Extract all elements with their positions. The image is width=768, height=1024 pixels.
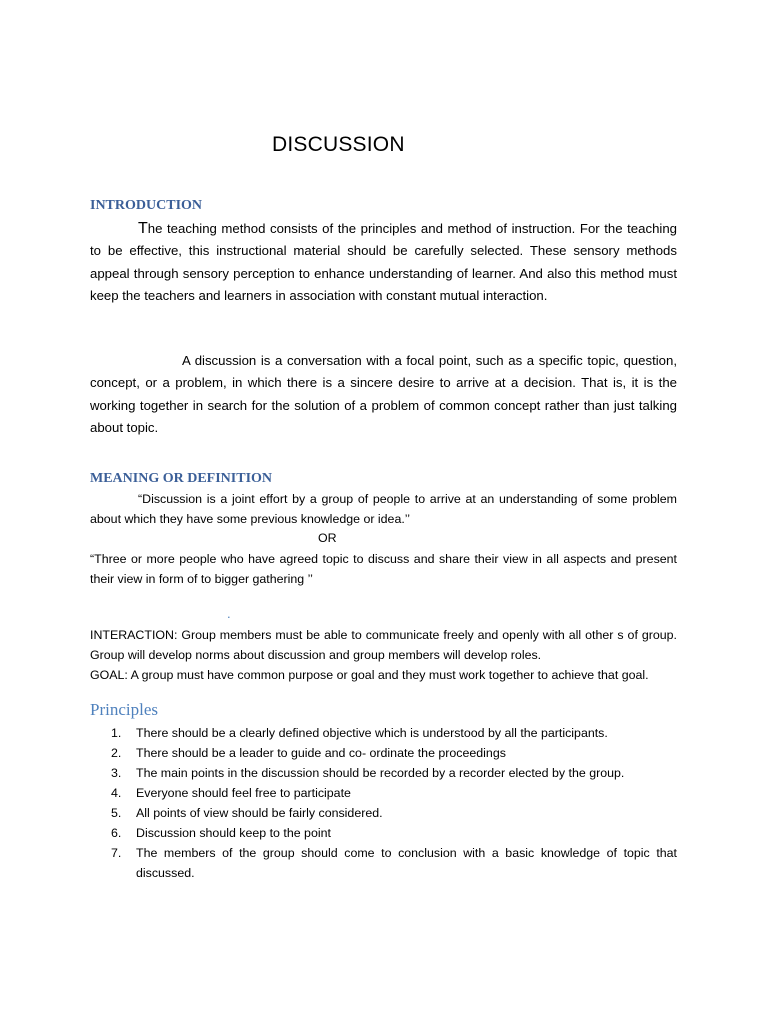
list-item-number: 3. — [111, 766, 122, 780]
list-item-number: 2. — [111, 746, 122, 760]
list-item-number: 6. — [111, 826, 122, 840]
list-item — [90, 723, 677, 743]
definition-2: “Three or more people who have agreed topic to discuss and share their view in all aspects and present their view in form of to bigger gathering ’’ — [90, 552, 677, 587]
dropcap-letter: T — [138, 220, 148, 237]
meaning-heading: MEANING OR DEFINITION — [90, 471, 273, 486]
interaction-paragraph: INTERACTION: Group members must be able to communicate freely and openly with all other s of group. Group will develop norms about discussion and group members will develop roles. — [90, 628, 677, 663]
goal-paragraph: GOAL: A group must have common purpose or goal and they must work together to achieve that goal. — [90, 668, 649, 682]
introduction-paragraph-1-text: he teaching method consists of the principles and method of instruction. For the teaching to be effective, this instructional material should be carefully selected. These sensory methods appeal through sensory perception to enhance understanding of learner. And also this method must keep the teachers and learners in association with constant mutual interaction. — [90, 221, 677, 304]
list-item — [90, 743, 677, 763]
definition-1: “Discussion is a joint effort by a group of people to arrive at an understanding of some problem about which they have some previous knowledge or idea.’’ — [90, 492, 677, 527]
stray-dot: . — [227, 606, 231, 621]
list-item-text: All points of view should be fairly considered. — [136, 806, 383, 820]
introduction-paragraph-2: A discussion is a conversation with a focal point, such as a specific topic, question, concept, or a problem, in which there is a sincere desire to arrive at a decision. That is, it is the working together in search for the solution of a problem of common concept rather than just talking about topic. — [90, 353, 677, 436]
list-item-number: 4. — [111, 786, 122, 800]
principles-heading: Principles — [90, 700, 158, 719]
list-item — [90, 763, 677, 783]
list-item — [90, 823, 677, 843]
list-item-text: There should be a clearly defined objective which is understood by all the participants. — [136, 726, 608, 740]
list-item — [90, 783, 677, 803]
list-item-text: The members of the group should come to conclusion with a basic knowledge of topic that discussed. — [136, 846, 677, 880]
list-item-text: Discussion should keep to the point — [136, 826, 331, 840]
list-item-number: 7. — [111, 846, 122, 860]
list-item-text: The main points in the discussion should be recorded by a recorder elected by the group. — [136, 766, 625, 780]
list-item-number: 1. — [111, 726, 122, 740]
list-item — [90, 843, 677, 883]
page-title: DISCUSSION — [272, 133, 405, 156]
list-item — [90, 803, 677, 823]
list-item-number: 5. — [111, 806, 122, 820]
introduction-heading: INTRODUCTION — [90, 198, 203, 213]
list-item-text: There should be a leader to guide and co- ordinate the proceedings — [136, 746, 506, 760]
principles-list — [90, 723, 677, 883]
or-separator: OR — [318, 531, 337, 545]
list-item-text: Everyone should feel free to participate — [136, 786, 351, 800]
introduction-paragraph-1 — [90, 218, 677, 308]
